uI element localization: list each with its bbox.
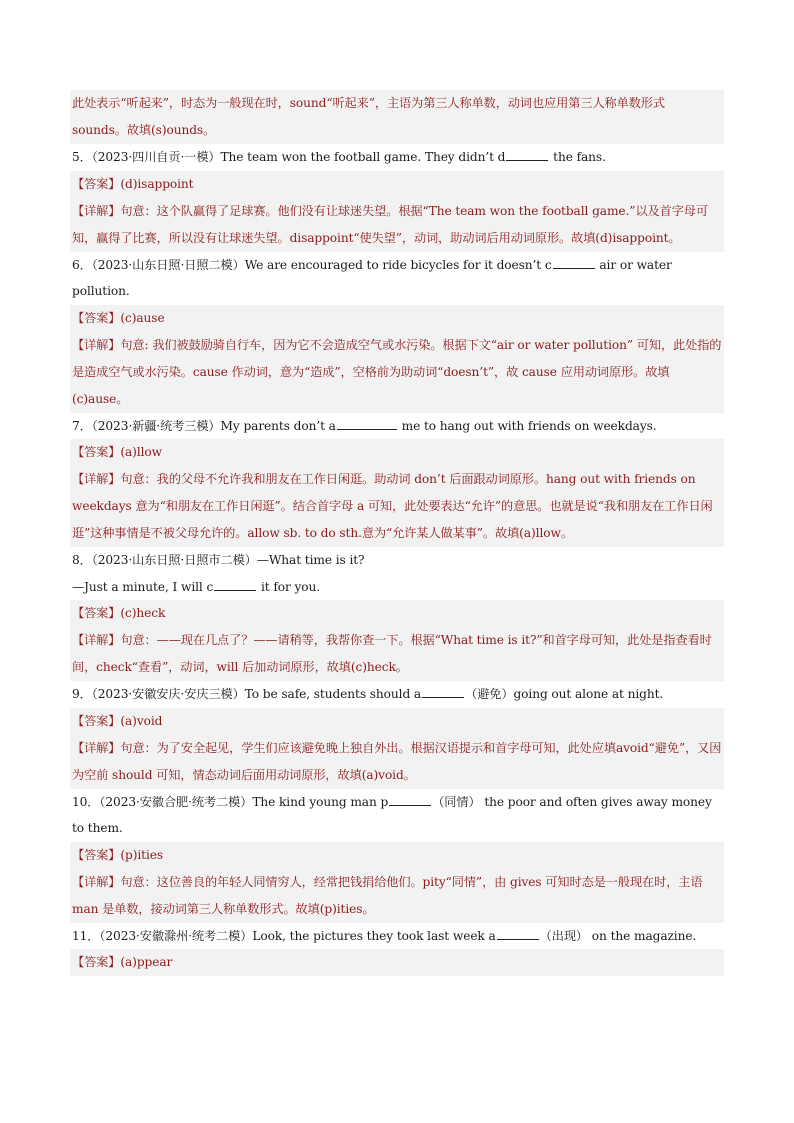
answer-8: 【答案】(c)heck — [70, 600, 724, 627]
question-5: 5．（2023·四川自贡·一模）The team won the football game. They didn’t d the fans. — [72, 150, 606, 164]
answer-11: 【答案】(a)ppear — [70, 949, 724, 976]
detail-5: 【详解】句意：这个队赢得了足球赛。他们没有让球迷失望。根据“The team won the football game.”以及首字母可知，赢得了比赛，所以没有让球迷失望。disappoint“使失望”，动词，助动词后用动词原形。故填(d)isappoint。 — [70, 198, 724, 252]
answer-blank[interactable] — [214, 578, 256, 591]
detail-10: 【详解】句意：这位善良的年轻人同情穷人，经常把钱捐给他们。pity“同情”，由 gives 可知时态是一般现在时，主语 man 是单数，接动词第三人称单数形式。故填(p)ities。 — [70, 869, 724, 923]
answer-blank[interactable] — [337, 417, 397, 430]
answer-6: 【答案】(c)ause — [70, 305, 724, 332]
question-6: 6．（2023·山东日照·日照二模）We are encouraged to ride bicycles for it doesn’t c air or water pollution. — [72, 257, 672, 298]
document-page — [70, 90, 724, 976]
answer-blank[interactable] — [553, 256, 595, 269]
answer-blank[interactable] — [422, 685, 464, 698]
question-7: 7．（2023·新疆·统考三模）My parents don’t a me to hang out with friends on weekdays. — [72, 418, 657, 433]
answer-blank[interactable] — [389, 793, 431, 806]
detail-8: 【详解】句意：——现在几点了？——请稍等，我帮你查一下。根据“What time is it?”和首字母可知，此处是指查看时间，check“查看”，动词，will 后加动词原形，故填(c)heck。 — [70, 627, 724, 681]
intro-explanation: 此处表示“听起来”，时态为一般现在时，sound“听起来”，主语为第三人称单数，动词也应用第三人称单数形式 sounds。故填(s)ounds。 — [70, 90, 724, 144]
detail-7: 【详解】句意：我的父母不允许我和朋友在工作日闲逛。助动词 don’t 后面跟动词原形。hang out with friends on weekdays 意为“和朋友在工作日闲逛”。结合首字母 a 可知，此处要表达“允许”的意思。也就是说“我和朋友在工作日闲逛”这种事情是不被父母允许的。allow sb. to do sth.意为“允许某人做某事”。故填(a)llow。 — [70, 466, 724, 547]
answer-10: 【答案】(p)ities — [70, 842, 724, 869]
question-9: 9．（2023·安徽安庆·安庆三模）To be safe, students should a （避免）going out alone at night. — [72, 687, 664, 701]
question-11: 11．（2023·安徽滁州·统考二模）Look, the pictures they took last week a （出现） on the magazine. — [72, 928, 697, 943]
answer-5: 【答案】(d)isappoint — [70, 171, 724, 198]
question-8: 8．（2023·山东日照·日照市二模）—What time is it? —Just a minute, I will c it for you. — [72, 553, 365, 594]
question-10: 10．（2023·安徽合肥·统考二模）The kind young man p （同情） the poor and often gives away money to them. — [72, 794, 712, 835]
answer-7: 【答案】(a)llow — [70, 439, 724, 466]
detail-9: 【详解】句意：为了安全起见，学生们应该避免晚上独自外出。根据汉语提示和首字母可知，此处应填avoid“避免”，又因为空前 should 可知，情态动词后面用动词原形，故填(a)void。 — [70, 735, 724, 789]
answer-blank[interactable] — [506, 148, 548, 161]
answer-9: 【答案】(a)void — [70, 708, 724, 735]
detail-6: 【详解】句意: 我们被鼓励骑自行车，因为它不会造成空气或水污染。根据下文“air or water pollution” 可知，此处指的是造成空气或水污染。cause 作动词，意为“造成”，空格前为助动词“doesn’t”，故 cause 应用动词原形。故填(c)ause。 — [70, 332, 724, 413]
answer-blank[interactable] — [497, 927, 539, 940]
